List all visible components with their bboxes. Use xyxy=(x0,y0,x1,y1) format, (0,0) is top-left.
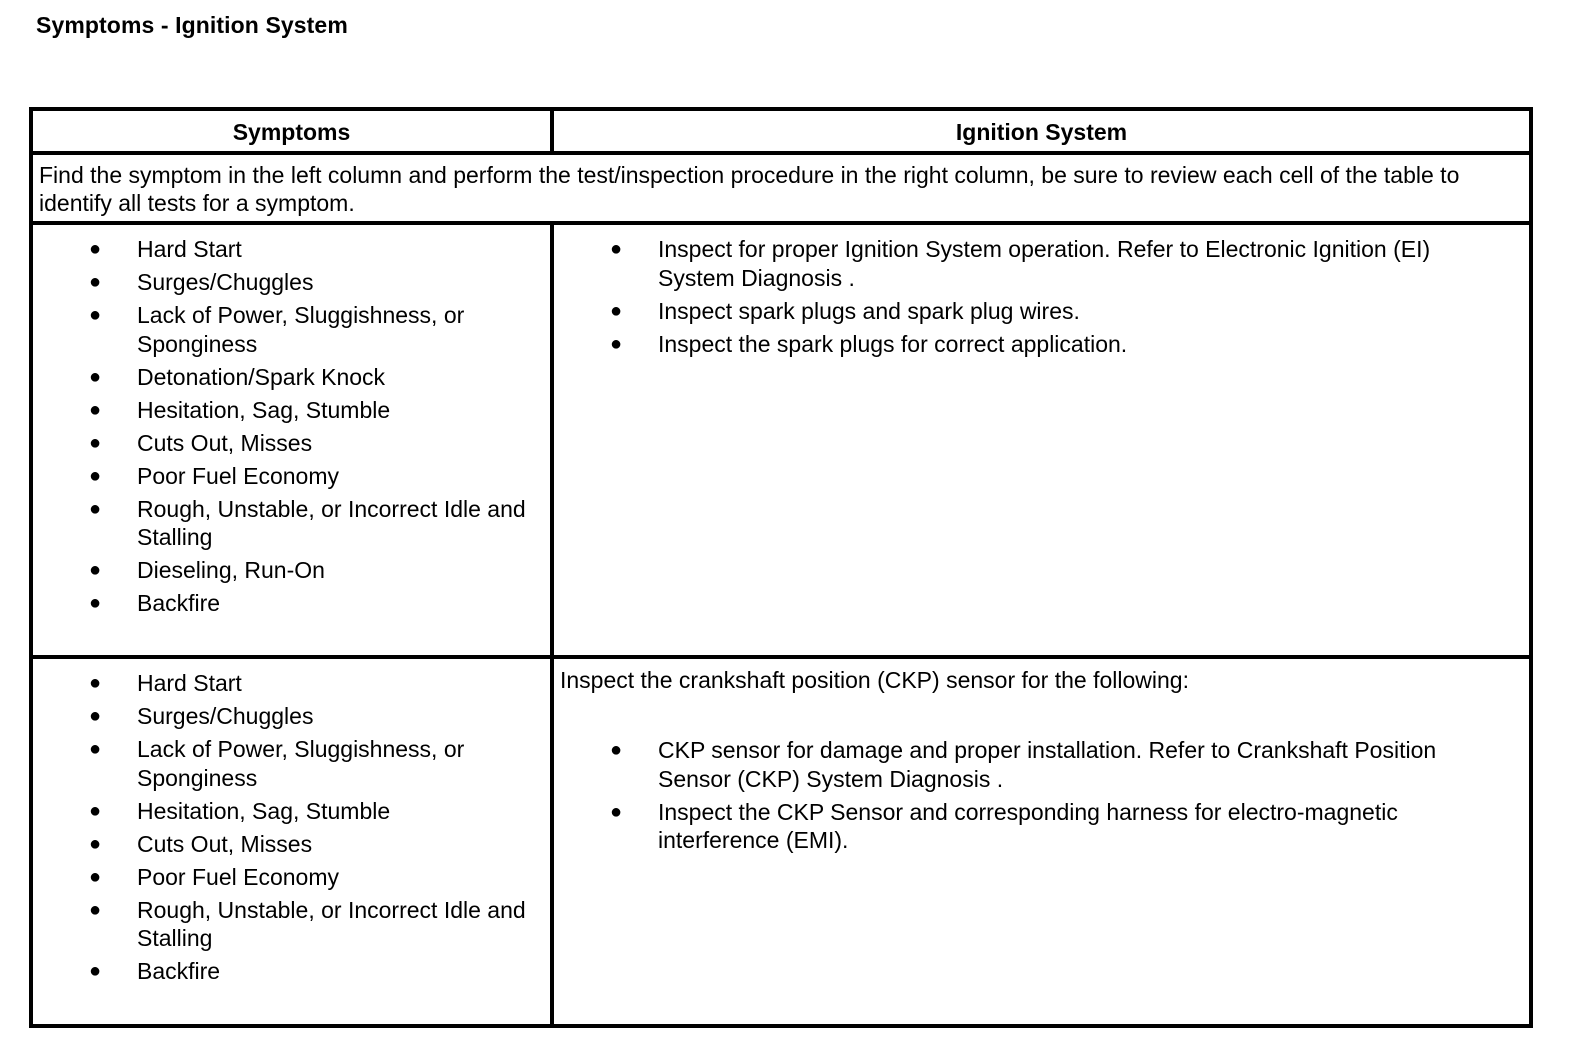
column-header-ignition-system: Ignition System xyxy=(552,109,1531,153)
list-item-text: Lack of Power, Sluggishness, or Sponginess xyxy=(137,736,465,791)
bullet-icon: ● xyxy=(89,705,102,727)
bullet-icon: ● xyxy=(89,271,102,293)
list-item-text: Rough, Unstable, or Incorrect Idle and Stalling xyxy=(137,896,526,951)
list-item xyxy=(89,495,540,552)
list-item xyxy=(89,957,540,986)
bullet-icon: ● xyxy=(89,398,102,421)
bullet-icon: ● xyxy=(610,299,623,322)
list-item xyxy=(610,736,1509,793)
list-item xyxy=(89,669,540,698)
instructions-text: Find the symptom in the left column and perform the test/inspection procedure in the right column, be sure to review each cell of the table to identify all tests for a symptom. xyxy=(39,162,1460,216)
bullet-icon: ● xyxy=(89,898,102,921)
list-item-text: Surges/Chuggles xyxy=(137,269,314,295)
bullet-icon: ● xyxy=(89,672,102,694)
list-item-text: Hesitation, Sag, Stumble xyxy=(137,797,391,824)
list-item xyxy=(89,462,540,491)
list-item-text: Inspect for proper Ignition System operation. Refer to Electronic Ignition (EI) System Diagnosis . xyxy=(658,236,1431,291)
bullet-icon: ● xyxy=(89,960,102,982)
procedure-cell xyxy=(552,657,1531,1026)
list-item-text: Dieseling, Run-On xyxy=(137,557,325,583)
list-item xyxy=(89,556,540,585)
page-title: Symptoms - Ignition System xyxy=(36,12,348,38)
list-item xyxy=(89,896,540,953)
bullet-icon: ● xyxy=(89,559,102,581)
symptoms-cell xyxy=(31,223,552,657)
bullet-icon: ● xyxy=(610,238,623,260)
list-item-text: Backfire xyxy=(137,958,221,984)
list-item-text: Cuts Out, Misses xyxy=(137,429,313,456)
list-item xyxy=(89,235,540,264)
bullet-icon: ● xyxy=(610,332,623,355)
bullet-icon: ● xyxy=(89,365,102,388)
procedure-intro: Inspect the crankshaft position (CKP) sensor for the following: xyxy=(560,667,1189,693)
bullet-icon: ● xyxy=(89,865,102,888)
list-item xyxy=(89,268,540,297)
bullet-icon: ● xyxy=(610,800,623,823)
list-item xyxy=(89,589,540,618)
bullet-icon: ● xyxy=(89,497,102,520)
symptom-list xyxy=(33,659,550,986)
bullet-icon: ● xyxy=(89,464,102,487)
list-item-text: CKP sensor for damage and proper installation. Refer to Crankshaft Position Sensor (CKP) System Diagnosis . xyxy=(658,737,1437,792)
list-item-text: Backfire xyxy=(137,590,221,616)
list-item-text: Hard Start xyxy=(137,670,242,696)
list-item-text: Detonation/Spark Knock xyxy=(137,363,386,390)
bullet-icon: ● xyxy=(610,739,623,761)
instructions-row xyxy=(31,153,1531,223)
list-item-text: Inspect spark plugs and spark plug wires. xyxy=(658,297,1080,324)
list-item xyxy=(610,798,1509,855)
procedure-list xyxy=(554,694,1529,855)
list-item-text: Poor Fuel Economy xyxy=(137,863,339,890)
list-item xyxy=(610,330,1509,359)
list-item xyxy=(89,301,540,358)
list-item-text: Cuts Out, Misses xyxy=(137,830,313,857)
list-item xyxy=(89,429,540,458)
table-row xyxy=(31,657,1531,1026)
list-item xyxy=(89,797,540,826)
list-item xyxy=(89,830,540,859)
bullet-icon: ● xyxy=(89,592,102,614)
list-item-text: Rough, Unstable, or Incorrect Idle and Stalling xyxy=(137,495,526,550)
list-item-text: Inspect the CKP Sensor and corresponding harness for electro-magnetic interference (EMI). xyxy=(658,798,1398,853)
symptom-list xyxy=(33,225,550,618)
symptoms-table xyxy=(29,107,1533,1028)
bullet-icon: ● xyxy=(89,832,102,855)
list-item xyxy=(89,863,540,892)
list-item-text: Hesitation, Sag, Stumble xyxy=(137,396,391,423)
list-item xyxy=(89,396,540,425)
list-item xyxy=(89,735,540,792)
bullet-icon: ● xyxy=(89,238,102,260)
header-row xyxy=(31,109,1531,153)
list-item xyxy=(610,235,1509,292)
list-item xyxy=(610,297,1509,326)
list-item-text: Surges/Chuggles xyxy=(137,703,314,729)
instructions-cell xyxy=(31,153,1531,223)
procedure-list xyxy=(554,225,1529,358)
list-item-text: Poor Fuel Economy xyxy=(137,462,339,489)
column-header-symptoms: Symptoms xyxy=(31,109,552,153)
list-item-text: Lack of Power, Sluggishness, or Sponginess xyxy=(137,302,465,357)
list-item xyxy=(89,702,540,731)
list-item-text: Inspect the spark plugs for correct application. xyxy=(658,330,1128,357)
procedure-cell xyxy=(552,223,1531,657)
list-item-text: Hard Start xyxy=(137,236,242,262)
bullet-icon: ● xyxy=(89,738,102,760)
bullet-icon: ● xyxy=(89,431,102,454)
list-item xyxy=(89,363,540,392)
bullet-icon: ● xyxy=(89,799,102,822)
symptoms-cell xyxy=(31,657,552,1026)
table-row xyxy=(31,223,1531,657)
bullet-icon: ● xyxy=(89,304,102,326)
